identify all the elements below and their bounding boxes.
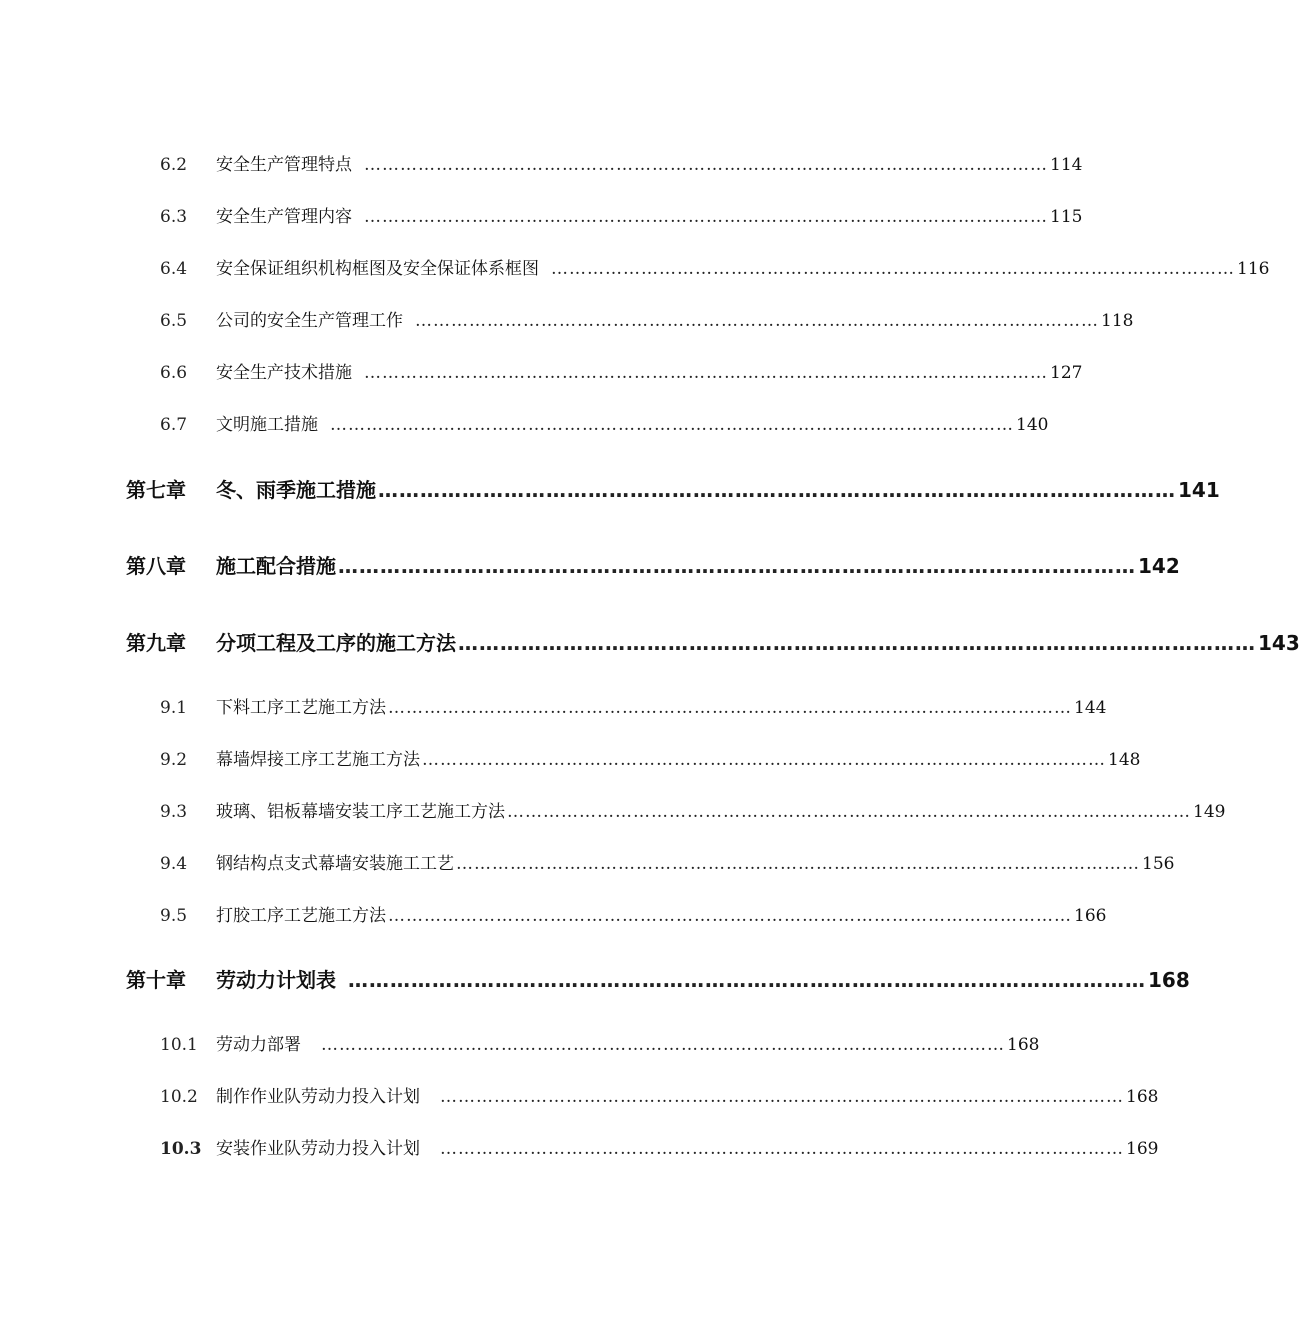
toc-title: 安全保证组织机构框图及安全保证体系框图 xyxy=(216,259,539,279)
toc-title: 打胶工序工艺施工方法 xyxy=(216,906,386,926)
toc-title: 钢结构点支式幕墙安装施工工艺 xyxy=(216,854,454,874)
dot-leader: …………………………………………………………………………………………………… xyxy=(388,906,1072,926)
toc-page-number: 168 xyxy=(1007,1035,1040,1055)
dot-leader: …………………………………………………………………………………………………… xyxy=(388,698,1072,718)
toc-page-number: 115 xyxy=(1050,207,1083,227)
toc-title: 玻璃、铝板幕墙安装工序工艺施工方法 xyxy=(216,802,505,822)
toc-page-number: 156 xyxy=(1142,854,1175,874)
dot-leader: …………………………………………………………………………………………………… xyxy=(507,802,1191,822)
chapter-number: 第八章 xyxy=(126,554,186,578)
toc-page-number: 127 xyxy=(1050,363,1083,383)
toc-entry-10-3[interactable] xyxy=(0,1134,1159,1160)
toc-title: 安全生产管理内容 xyxy=(216,207,352,227)
toc-entry-9-2[interactable] xyxy=(0,745,1141,771)
dot-leader: …………………………………………………………………………………………………… xyxy=(348,968,1146,992)
toc-page-number: 148 xyxy=(1108,750,1141,770)
toc-chapter-9[interactable] xyxy=(0,627,1300,657)
toc-title: 幕墙焊接工序工艺施工方法 xyxy=(216,750,420,770)
chapter-title: 施工配合措施 xyxy=(216,554,336,578)
toc-title: 安全生产管理特点 xyxy=(216,155,352,175)
dot-leader: …………………………………………………………………………………………………… xyxy=(440,1087,1124,1107)
toc-number: 9.4 xyxy=(160,854,188,874)
toc-number: 6.6 xyxy=(160,363,188,383)
toc-entry-10-2[interactable] xyxy=(0,1082,1159,1108)
chapter-page-number: 143 xyxy=(1258,631,1300,655)
toc-title: 安装作业队劳动力投入计划 xyxy=(216,1139,420,1159)
toc-page-number: 114 xyxy=(1050,155,1083,175)
chapter-number: 第七章 xyxy=(126,478,186,502)
chapter-page-number: 168 xyxy=(1148,968,1190,992)
toc-number: 6.4 xyxy=(160,259,188,279)
dot-leader: …………………………………………………………………………………………………… xyxy=(364,155,1048,175)
chapter-title: 劳动力计划表 xyxy=(216,968,336,992)
toc-number: 10.2 xyxy=(160,1087,198,1107)
toc-entry-9-5[interactable] xyxy=(0,901,1107,927)
toc-number: 9.1 xyxy=(160,698,188,718)
toc-title: 安全生产技术措施 xyxy=(216,363,352,383)
toc-entry-6-5[interactable] xyxy=(0,306,1134,332)
chapter-title: 分项工程及工序的施工方法 xyxy=(216,631,456,655)
toc-entry-6-7[interactable] xyxy=(0,410,1049,436)
toc-title: 劳动力部署 xyxy=(216,1035,301,1055)
toc-number: 9.5 xyxy=(160,906,188,926)
toc-number: 9.2 xyxy=(160,750,188,770)
toc-number: 6.3 xyxy=(160,207,188,227)
dot-leader: …………………………………………………………………………………………………… xyxy=(415,311,1099,331)
toc-entry-9-1[interactable] xyxy=(0,693,1107,719)
dot-leader: …………………………………………………………………………………………………… xyxy=(422,750,1106,770)
toc-chapter-7[interactable] xyxy=(0,474,1220,504)
toc-title: 下料工序工艺施工方法 xyxy=(216,698,386,718)
dot-leader: …………………………………………………………………………………………………… xyxy=(364,207,1048,227)
toc-entry-10-1[interactable] xyxy=(0,1030,1040,1056)
toc-entry-6-2[interactable] xyxy=(0,150,1083,176)
toc-number: 9.3 xyxy=(160,802,188,822)
chapter-page-number: 141 xyxy=(1178,478,1220,502)
dot-leader: …………………………………………………………………………………………………… xyxy=(456,854,1140,874)
dot-leader: …………………………………………………………………………………………………… xyxy=(440,1139,1124,1159)
dot-leader: …………………………………………………………………………………………………… xyxy=(551,259,1235,279)
toc-number: 10.1 xyxy=(160,1035,198,1055)
toc-page-number: 144 xyxy=(1074,698,1107,718)
toc-number: 6.7 xyxy=(160,415,188,435)
toc-page-number: 166 xyxy=(1074,906,1107,926)
toc-entry-9-4[interactable] xyxy=(0,849,1175,875)
toc-title: 文明施工措施 xyxy=(216,415,318,435)
dot-leader: …………………………………………………………………………………………………… xyxy=(338,554,1136,578)
toc-entry-6-4[interactable] xyxy=(0,254,1270,280)
toc-entry-6-6[interactable] xyxy=(0,358,1083,384)
toc-page-number: 169 xyxy=(1126,1139,1159,1159)
toc-page-number: 149 xyxy=(1193,802,1226,822)
toc-page-number: 118 xyxy=(1101,311,1134,331)
toc-entry-6-3[interactable] xyxy=(0,202,1083,228)
chapter-number: 第十章 xyxy=(126,968,186,992)
dot-leader: …………………………………………………………………………………………………… xyxy=(458,631,1256,655)
chapter-title: 冬、雨季施工措施 xyxy=(216,478,376,502)
dot-leader: …………………………………………………………………………………………………… xyxy=(378,478,1176,502)
toc-page-number: 116 xyxy=(1237,259,1270,279)
toc-title: 制作作业队劳动力投入计划 xyxy=(216,1087,420,1107)
toc-number: 6.2 xyxy=(160,155,188,175)
chapter-number: 第九章 xyxy=(126,631,186,655)
dot-leader: …………………………………………………………………………………………………… xyxy=(364,363,1048,383)
chapter-page-number: 142 xyxy=(1138,554,1180,578)
toc-chapter-8[interactable] xyxy=(0,550,1180,580)
toc-title: 公司的安全生产管理工作 xyxy=(216,311,403,331)
toc-number: 10.3 xyxy=(160,1139,202,1159)
toc-page-number: 140 xyxy=(1016,415,1049,435)
toc-number: 6.5 xyxy=(160,311,188,331)
toc-entry-9-3[interactable] xyxy=(0,797,1226,823)
dot-leader: …………………………………………………………………………………………………… xyxy=(321,1035,1005,1055)
dot-leader: …………………………………………………………………………………………………… xyxy=(330,415,1014,435)
toc-chapter-10[interactable] xyxy=(0,964,1190,994)
toc-page-number: 168 xyxy=(1126,1087,1159,1107)
